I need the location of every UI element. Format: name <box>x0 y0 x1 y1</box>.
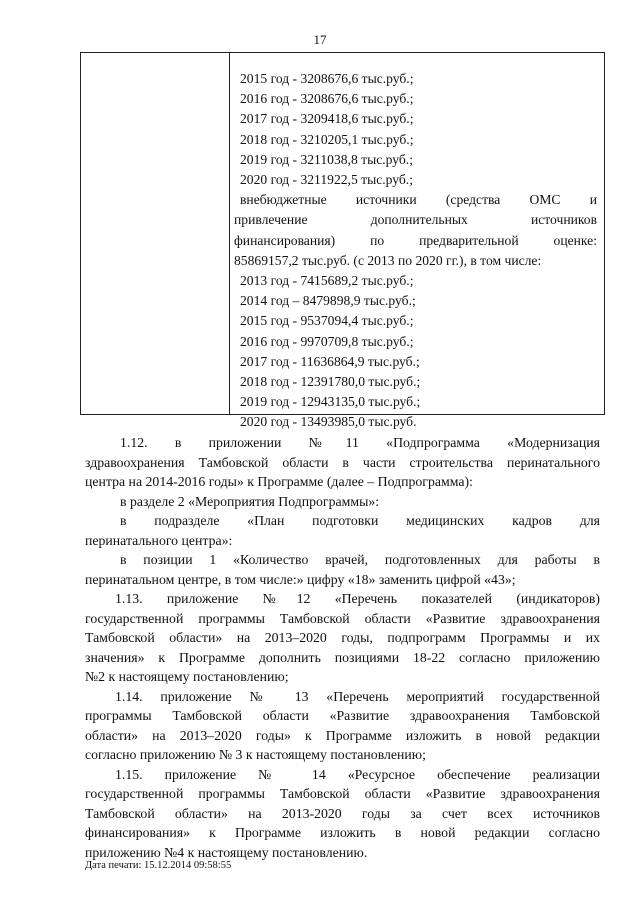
table-line: 2014 год – 8479898,9 тыс.руб.; <box>240 293 416 309</box>
paragraph-line: 1.13. приложение №12 «Перечень показателей (индикаторов) <box>115 591 600 606</box>
paragraph-line: приложению №4 к настоящему постановлению. <box>85 844 368 860</box>
paragraph-line: в разделе 2 «Мероприятия Подпрограммы»: <box>120 493 380 509</box>
table-line: 2019 год - 3211038,8 тыс.руб.; <box>240 151 413 167</box>
table-line: 2016 год - 3208676,6 тыс.руб.; <box>240 91 414 107</box>
paragraph-line: финансирования» к Программе изложить в новой редакции согласно <box>85 825 600 840</box>
paragraph-line: здравоохранения Тамбовской области в части строительства перинатального <box>85 454 600 470</box>
table-line: 2020 год - 3211922,5 тыс.руб.; <box>240 172 413 188</box>
amendments-text <box>85 433 600 862</box>
paragraph-line: значения» к Программе дополнить позициями 18-22 согласно приложению <box>85 649 600 665</box>
page-number: 17 <box>313 32 327 47</box>
paragraph-line: Тамбовской области» на 2013–2020 годы, подпрограмм Программы и их <box>85 630 600 645</box>
table-line: 2018 год - 12391780,0 тыс.руб.; <box>240 374 421 390</box>
table-line: финансирования) по предварительной оценке: <box>234 232 597 248</box>
table-line: 2015 год - 9537094,4 тыс.руб.; <box>240 313 414 329</box>
table-line: 2017 год - 3209418,6 тыс.руб.; <box>240 111 414 127</box>
financing-table <box>80 52 605 430</box>
table-line: 2019 год - 12943135,0 тыс.руб.; <box>240 394 421 410</box>
paragraph-line: перинатального центра»: <box>85 532 233 548</box>
paragraph-line: 1.12. в приложении №11 «Подпрограмма «Модернизация <box>120 435 600 450</box>
table-column-divider <box>229 53 230 414</box>
table-line: 2013 год - 7415689,2 тыс.руб.; <box>240 273 414 289</box>
paragraph-line: государственной программы Тамбовской области «Развитие здравоохранения <box>85 610 600 626</box>
table-right-cell <box>234 69 597 433</box>
paragraph-line: программы Тамбовской области «Развитие здравоохранения Тамбовской <box>85 708 600 723</box>
paragraph-line: №2 к настоящему постановлению; <box>85 669 289 684</box>
paragraph-line: в позиции 1 «Количество врачей, подготовленных для работы в <box>120 552 600 567</box>
table-line: 2018 год - 3210205,1 тыс.руб.; <box>240 131 414 147</box>
paragraph-line: в подразделе «План подготовки медицинских кадров для <box>120 513 600 528</box>
table-line: 85869157,2 тыс.руб. (с 2013 по 2020 гг.), в том числе: <box>234 252 542 268</box>
table-line: внебюджетные источники (средства ОМС и <box>240 192 597 208</box>
table-line: 2015 год - 3208676,6 тыс.руб.; <box>240 71 414 86</box>
paragraph-line: 1.14. приложение № 13 «Перечень мероприятий государственной <box>115 688 600 704</box>
paragraph-line: перинатальном центре, в том числе:» цифру «18» заменить цифрой «43»; <box>85 571 516 587</box>
table-line: 2017 год - 11636864,9 тыс.руб.; <box>240 353 420 369</box>
paragraph-line: Тамбовской области» на 2013-2020 годы за счет всех источников <box>85 805 600 821</box>
paragraph-line: согласно приложению № 3 к настоящему постановлению; <box>85 747 426 762</box>
table-line: привлечение дополнительных источников <box>234 212 597 228</box>
paragraph-line: государственной программы Тамбовской области «Развитие здравоохранения <box>85 786 600 801</box>
paragraph-line: 1.15. приложение № 14 «Ресурсное обеспечение реализации <box>115 766 600 782</box>
paragraph-line: области» на 2013–2020 годы» к Программе изложить в новой редакции <box>85 727 600 743</box>
print-date-footer: Дата печати: 15.12.2014 09:58:55 <box>85 860 232 871</box>
table-line: 2016 год - 9970709,8 тыс.руб.; <box>240 333 414 349</box>
paragraph-line: центра на 2014-2016 годы» к Программе (далее – Подпрограмма): <box>85 474 473 489</box>
table-line: 2020 год - 13493985,0 тыс.руб. <box>240 414 417 430</box>
